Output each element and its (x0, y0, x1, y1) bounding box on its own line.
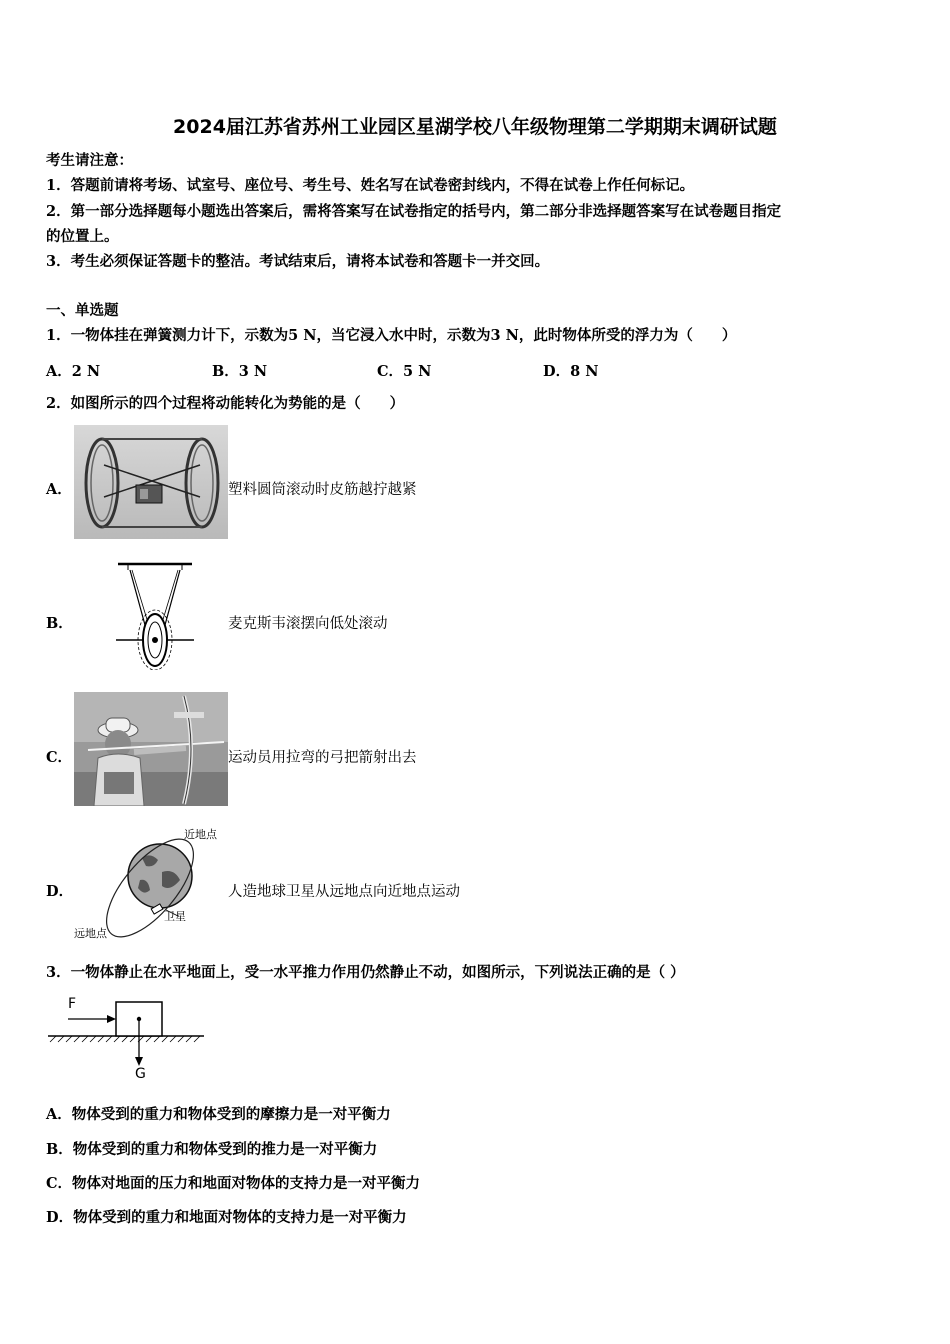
question-1-stem: 1．一物体挂在弹簧测力计下，示数为5 N，当它浸入水中时，示数为3 N，此时物体所受的浮力为（ ） (46, 327, 737, 344)
q2-option-c-text: 运动员用拉弯的弓把箭射出去 (228, 750, 417, 766)
q3-option-d: D．物体受到的重力和地面对物体的支持力是一对平衡力 (46, 1209, 407, 1226)
q1-option-b: B．3 N (212, 363, 268, 380)
satellite-label: 卫星 (164, 910, 186, 923)
q2-option-c-letter: C． (46, 749, 73, 766)
rolling-cylinder-image (74, 425, 228, 539)
q1-option-c: C．5 N (377, 363, 432, 380)
notice-item-3: 3．考生必须保证答题卡的整洁。考试结束后，请将本试卷和答题卡一并交回。 (46, 253, 550, 270)
notice-heading: 考生请注意： (46, 152, 133, 169)
notice-item-1: 1．答题前请将考场、试室号、座位号、考生号、姓名写在试卷密封线内，不得在试卷上作任何标记。 (46, 177, 695, 194)
q2-option-a-text: 塑料圆筒滚动时皮筋越拧越紧 (228, 482, 417, 498)
archer-image (74, 692, 228, 806)
perigee-label: 近地点 (184, 828, 217, 841)
q2-option-a-letter: A． (46, 481, 72, 498)
force-f-label: F (68, 996, 77, 1012)
gravity-g-label: G (135, 1066, 146, 1082)
q1-option-a: A．2 N (46, 363, 101, 380)
page-title: 2024届江苏省苏州工业园区星湖学校八年级物理第二学期期末调研试题 (173, 116, 777, 138)
q1-option-d: D．8 N (543, 363, 599, 380)
q2-option-b-text: 麦克斯韦滚摆向低处滚动 (228, 616, 388, 632)
maxwell-pendulum-image (110, 560, 200, 670)
q2-option-d-letter: D． (46, 883, 74, 900)
q2-option-b-letter: B． (46, 615, 73, 632)
question-3-stem: 3．一物体静止在水平地面上，受一水平推力作用仍然静止不动，如图所示，下列说法正确的是（ ） (46, 964, 685, 981)
q3-option-a: A．物体受到的重力和物体受到的摩擦力是一对平衡力 (46, 1106, 391, 1123)
notice-item-2-cont: 的位置上。 (46, 228, 119, 245)
notice-item-2: 2．第一部分选择题每小题选出答案后，需将答案写在试卷指定的括号内，第二部分非选择题答案写在试卷题目指定 (46, 203, 782, 220)
q3-option-b: B．物体受到的重力和物体受到的推力是一对平衡力 (46, 1141, 378, 1158)
question-2-stem: 2．如图所示的四个过程将动能转化为势能的是（ ） (46, 395, 405, 412)
q3-option-c: C．物体对地面的压力和地面对物体的支持力是一对平衡力 (46, 1175, 421, 1192)
section-heading: 一、单选题 (46, 302, 119, 319)
apogee-label: 远地点 (74, 927, 107, 940)
q2-option-d-text: 人造地球卫星从远地点向近地点运动 (228, 884, 460, 900)
